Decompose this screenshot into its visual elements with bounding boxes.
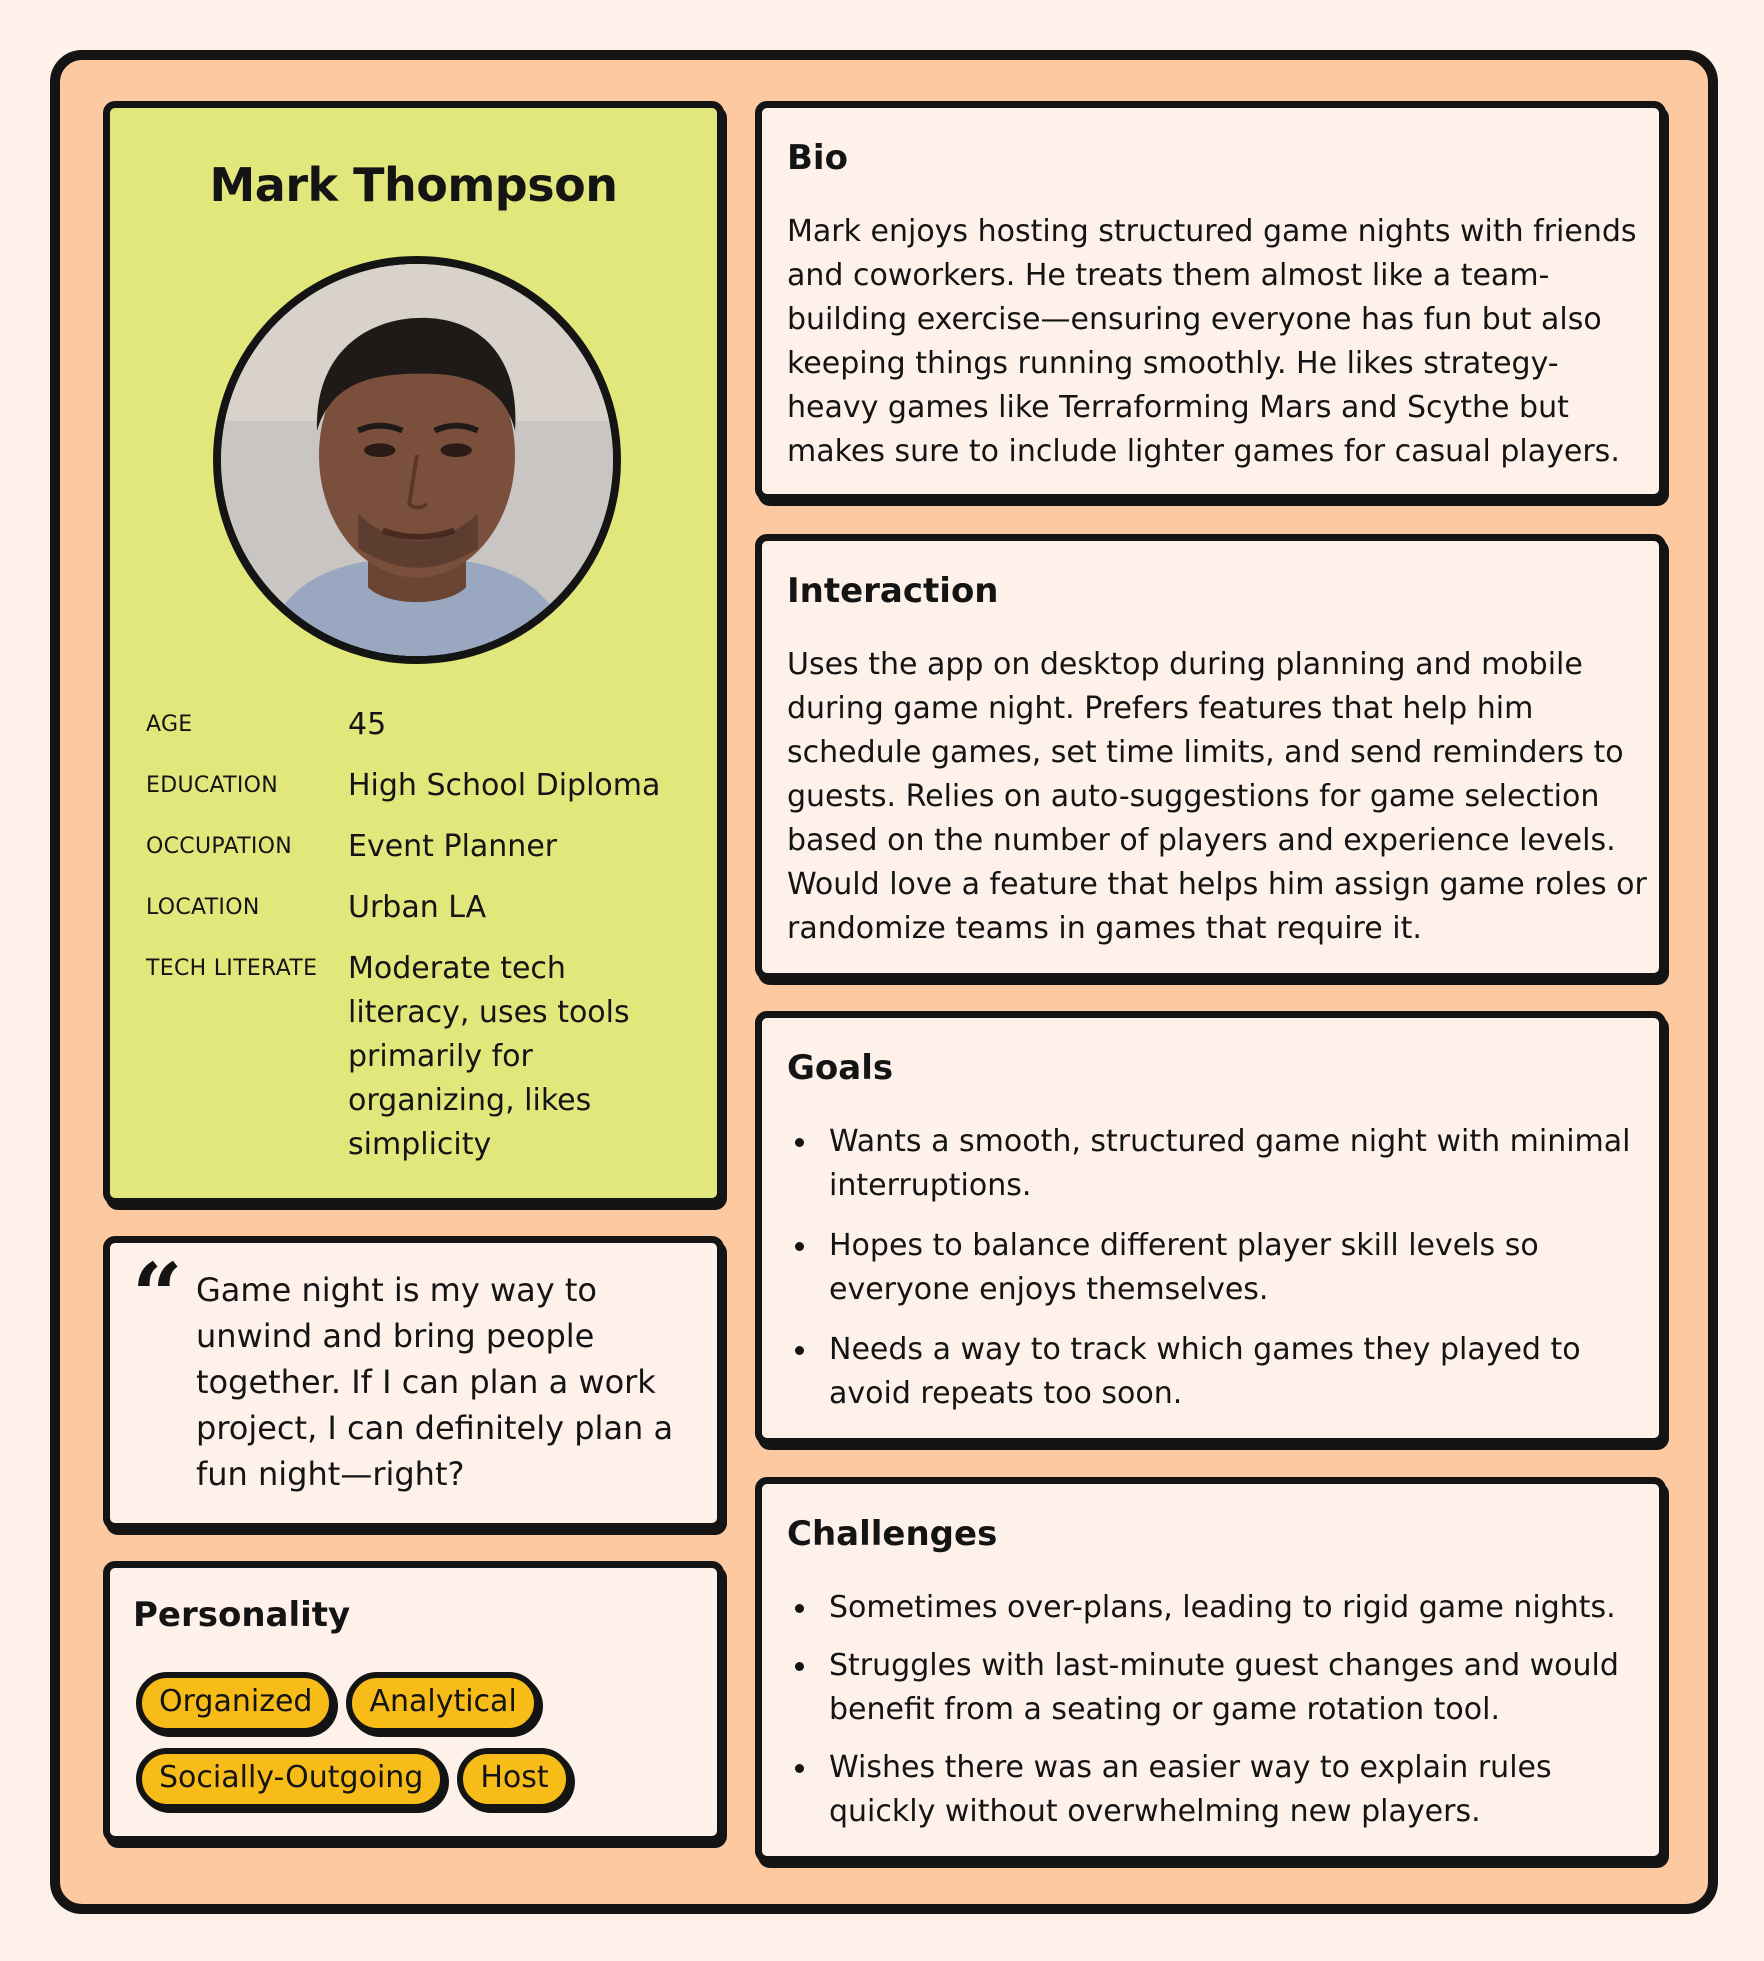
list-item	[787, 1224, 1647, 1312]
quote-mark-icon: “	[132, 1243, 183, 1347]
attribute-value: 45	[348, 707, 387, 742]
challenges-title: Challenges	[787, 1514, 998, 1554]
goal-text: Wants a smooth, structured game night with minimal interruptions.	[829, 1124, 1631, 1203]
attribute-value: High School Diploma	[348, 768, 661, 803]
avatar	[213, 256, 621, 664]
attribute-list	[146, 703, 706, 1184]
challenges-card	[755, 1477, 1666, 1863]
bio-title: Bio	[787, 138, 848, 178]
attribute-row-age	[146, 703, 706, 747]
attribute-row-location	[146, 886, 706, 930]
goals-title: Goals	[787, 1048, 894, 1088]
bullet-icon	[795, 1764, 804, 1773]
list-item	[787, 1644, 1647, 1732]
personality-tag: Organized	[136, 1672, 335, 1734]
attribute-row-occupation	[146, 825, 706, 869]
quote-text: Game night is my way to unwind and bring people together. If I can plan a work project, I can definitely plan a fun night—right?	[196, 1271, 674, 1493]
goal-text: Needs a way to track which games they played to avoid repeats too soon.	[829, 1332, 1581, 1411]
avatar-portrait	[221, 264, 613, 656]
attribute-row-education	[146, 764, 706, 808]
challenge-text: Sometimes over-plans, leading to rigid game nights.	[829, 1590, 1616, 1625]
bullet-icon	[795, 1242, 804, 1251]
goals-card	[755, 1011, 1666, 1445]
attribute-value: Event Planner	[348, 829, 558, 864]
personality-tag: Socially-Outgoing	[136, 1748, 446, 1810]
interaction-card	[755, 534, 1666, 980]
personality-title: Personality	[133, 1595, 351, 1635]
profile-card	[103, 101, 724, 1205]
list-item	[787, 1328, 1647, 1416]
bio-card	[755, 101, 1666, 501]
quote-card	[103, 1236, 724, 1530]
personality-tags	[136, 1672, 696, 1810]
bio-text: Mark enjoys hosting structured game nights with friends and coworkers. He treats them almost like a team-building exercise—ensuring everyone has fun but also keeping things running smoothly. He likes strategy-heavy games like Terraforming Mars and Scythe but makes sure to include lighter games for casual players.	[787, 214, 1637, 469]
goals-list	[787, 1120, 1647, 1432]
list-item	[787, 1586, 1647, 1630]
list-item	[787, 1120, 1647, 1208]
persona-name: Mark Thompson	[209, 158, 618, 212]
goal-text: Hopes to balance different player skill levels so everyone enjoys themselves.	[829, 1228, 1539, 1307]
attribute-label: OCCUPATION	[146, 834, 293, 859]
attribute-label: AGE	[146, 712, 193, 737]
attribute-row-tech-literate	[146, 947, 706, 1167]
personality-card	[103, 1561, 724, 1843]
bullet-icon	[795, 1346, 804, 1355]
attribute-label: EDUCATION	[146, 773, 279, 798]
list-item	[787, 1746, 1647, 1834]
interaction-title: Interaction	[787, 571, 999, 611]
personality-tag: Analytical	[346, 1672, 539, 1734]
challenge-text: Wishes there was an easier way to explain rules quickly without overwhelming new players.	[829, 1750, 1552, 1829]
bullet-icon	[795, 1604, 804, 1613]
attribute-value: Moderate tech literacy, uses tools primarily for organizing, likes simplicity	[348, 951, 630, 1162]
attribute-label: LOCATION	[146, 895, 260, 920]
bullet-icon	[795, 1138, 804, 1147]
challenge-text: Struggles with last-minute guest changes and would benefit from a seating or game rotation tool.	[829, 1648, 1619, 1727]
personality-tag: Host	[457, 1748, 571, 1810]
attribute-label: TECH LITERATE	[146, 956, 318, 981]
challenges-list	[787, 1586, 1647, 1848]
interaction-text: Uses the app on desktop during planning and mobile during game night. Prefers features that help him schedule games, set time limits, and send reminders to guests. Relies on auto-suggestions for game selection based on the number of players and experience levels. Would love a feature that helps him assign game roles or randomize teams in games that require it.	[787, 647, 1647, 946]
attribute-value: Urban LA	[348, 890, 487, 925]
bullet-icon	[795, 1662, 804, 1671]
